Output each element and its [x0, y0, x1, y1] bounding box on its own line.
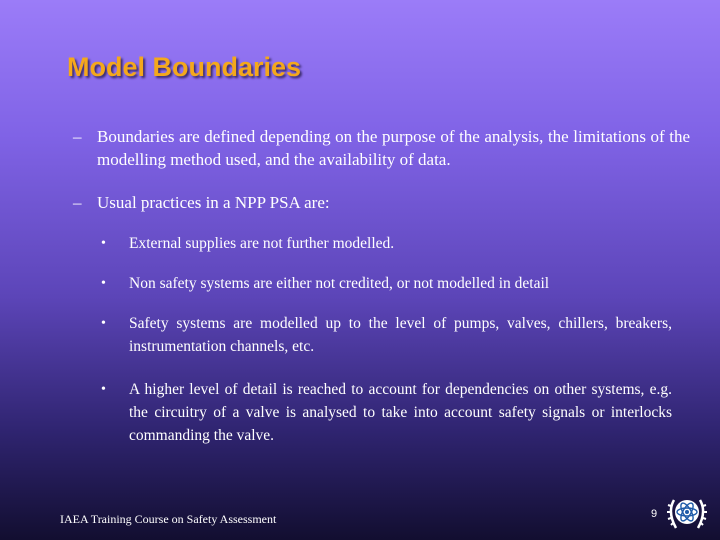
bullet-item	[0, 272, 720, 296]
page-number: 9	[651, 508, 658, 520]
bullet-item-text: External supplies are not further modelled.	[129, 235, 395, 252]
dash-item-text: Boundaries are defined depending on the purpose of the analysis, the limitations of the modelling method used, and the availability of data.	[97, 127, 690, 169]
dash-item	[0, 125, 720, 173]
dash-marker: –	[73, 193, 82, 212]
bullet-marker: •	[101, 382, 106, 397]
slide-title: Model Boundaries	[67, 52, 302, 82]
bullet-marker: •	[101, 236, 106, 251]
footer-text: IAEA Training Course on Safety Assessment	[60, 512, 277, 526]
dash-item	[0, 191, 720, 215]
bullet-marker: •	[101, 276, 106, 291]
bullet-marker: •	[101, 316, 106, 331]
bullet-item	[0, 312, 720, 360]
iaea-logo-icon	[664, 492, 710, 534]
dash-marker: –	[73, 127, 82, 146]
bullet-item-text: A higher level of detail is reached to account for dependencies on other systems, e.g. the circuitry of a valve is analysed to take into account safety signals or interlocks commanding the valve.	[129, 381, 672, 444]
bullet-item-text: Non safety systems are either not credited, or not modelled in detail	[129, 275, 550, 292]
bullet-item-text: Safety systems are modelled up to the level of pumps, valves, chillers, breakers, instrumentation channels, etc.	[129, 315, 672, 355]
bullet-item	[0, 232, 720, 256]
dash-item-text: Usual practices in a NPP PSA are:	[97, 193, 330, 212]
bullet-item	[0, 378, 720, 448]
